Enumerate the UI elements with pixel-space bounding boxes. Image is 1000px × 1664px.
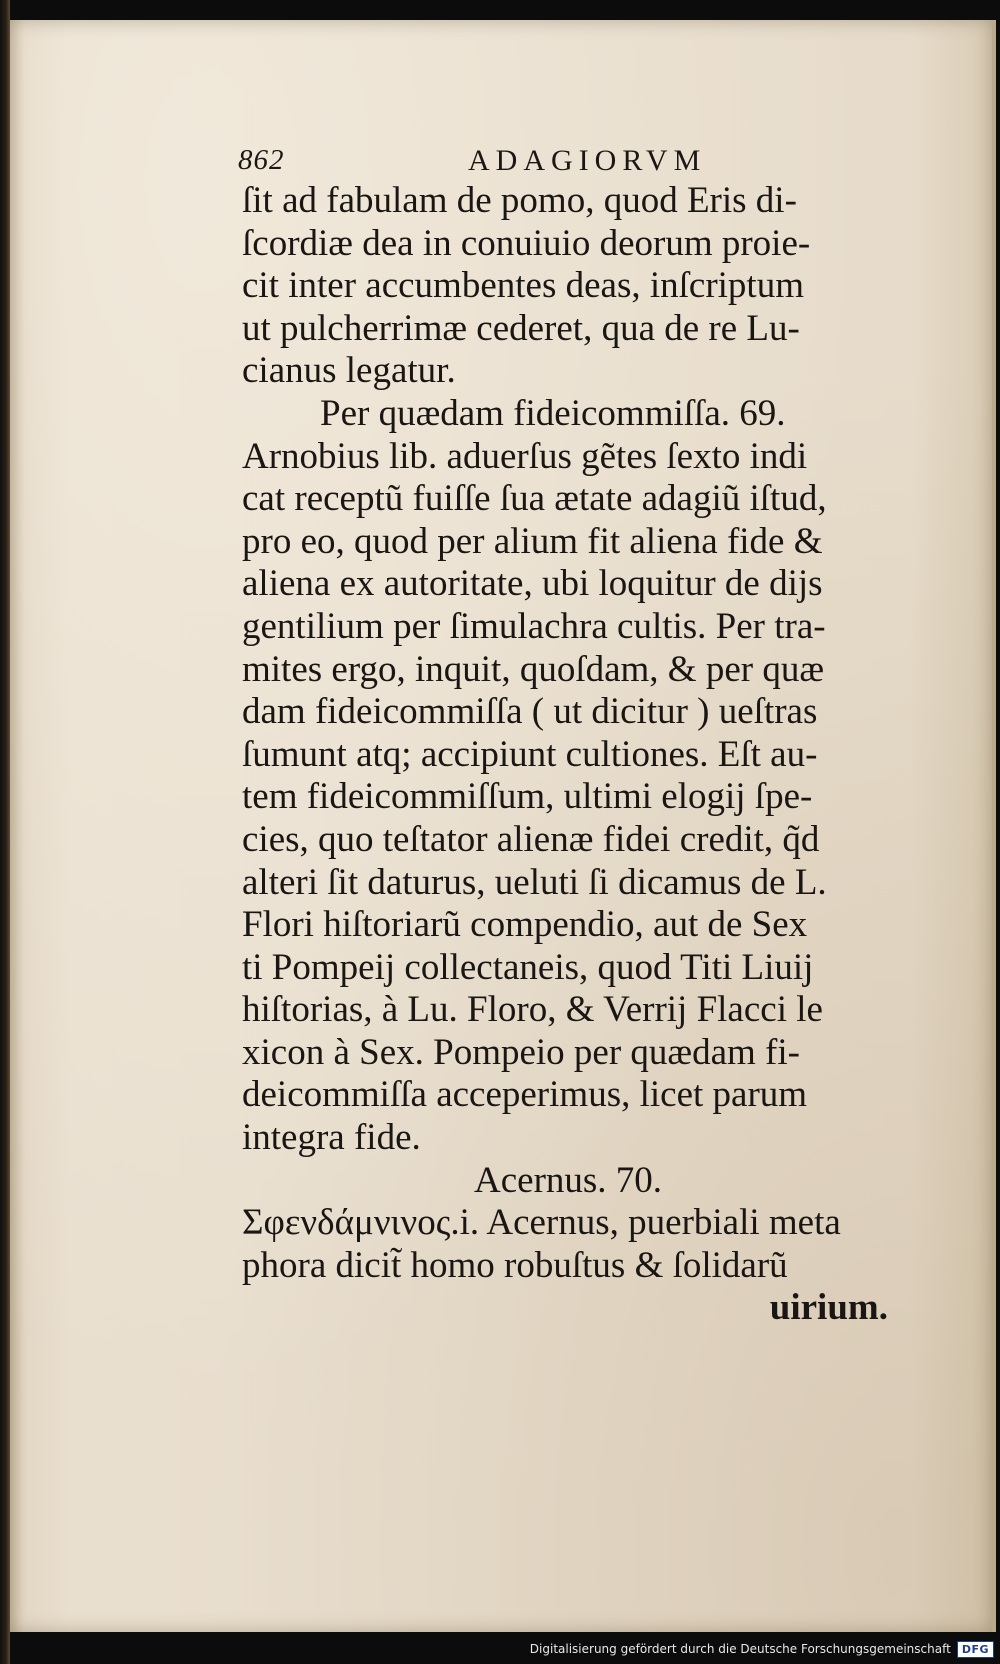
text-line: aliena ex autoritate, ubi loquitur de dijs — [242, 563, 823, 605]
text-line: alteri ſit daturus, ueluti ſi dicamus de L. — [242, 861, 827, 903]
catchword: uirium. — [769, 1287, 888, 1329]
text-line: hiſtorias, à Lu. Floro, & Verrij Flacci le — [242, 989, 823, 1031]
text-line: ſcordiæ dea in conuiuio deorum proie- — [242, 222, 811, 264]
running-head — [238, 144, 878, 184]
dfg-logo: DFG — [957, 1641, 994, 1658]
book-page — [10, 20, 996, 1632]
text-line: cianus legatur. — [242, 350, 456, 392]
adage-heading-70: Acernus. 70. — [474, 1159, 663, 1201]
text-line: Arnobius lib. aduerſus gẽtes ſexto indi — [242, 435, 808, 477]
text-line: ti Pompeij collectaneis, quod Titi Liuij — [242, 946, 814, 988]
text-line: cat receptũ fuiſſe ſua ætate adagiũ iſtud, — [242, 478, 827, 520]
text-line: gentilium per ſimulachra cultis. Per tra- — [242, 605, 826, 647]
text-line: phora dicit̃ homo robuſtus & ſolidarũ — [242, 1244, 788, 1286]
text-line: ſit ad fabulam de pomo, quod Eris di- — [242, 180, 797, 221]
text-line: integra fide. — [242, 1117, 421, 1159]
text-line: Σφενδάμνινος.i. Acernus, puerbiali meta — [242, 1202, 841, 1244]
text-line: xicon à Sex. Pompeio per quædam fi- — [242, 1031, 800, 1073]
text-line: cit inter accumbentes deas, inſcriptum — [242, 265, 804, 307]
text-line: dam fideicommiſſa ( ut dicitur ) ueſtras — [242, 691, 818, 733]
page-number: 862 — [238, 144, 285, 176]
text-line: pro eo, quod per alium fit aliena fide & — [242, 520, 823, 562]
text-line: deicommiſſa acceperimus, licet parum — [242, 1074, 808, 1116]
text-line: mites ergo, inquit, quoſdam, & per quæ — [242, 648, 825, 690]
text-line: ut pulcherrimæ cederet, qua de re Lu- — [242, 307, 800, 349]
credit-text: Digitalisierung gefördert durch die Deutsche Forschungsgemeinschaft — [529, 1642, 951, 1656]
text-line: Flori hiſtoriarũ compendio, aut de Sex — [242, 904, 808, 946]
adage-heading-69: Per quædam fideicommiſſa. 69. — [320, 392, 786, 434]
digitization-credit — [530, 1636, 994, 1662]
text-line: ſumunt atq; accipiunt cultiones. Eſt au- — [242, 733, 818, 775]
text-line: cies, quo teſtator alienæ fidei credit, q̃d — [242, 818, 820, 860]
running-title: ADAGIORVM — [468, 144, 707, 177]
book-edge — [0, 0, 10, 1664]
text-line: tem fideicommiſſum, ultimi elogij ſpe- — [242, 776, 813, 818]
text-block — [242, 180, 932, 1330]
